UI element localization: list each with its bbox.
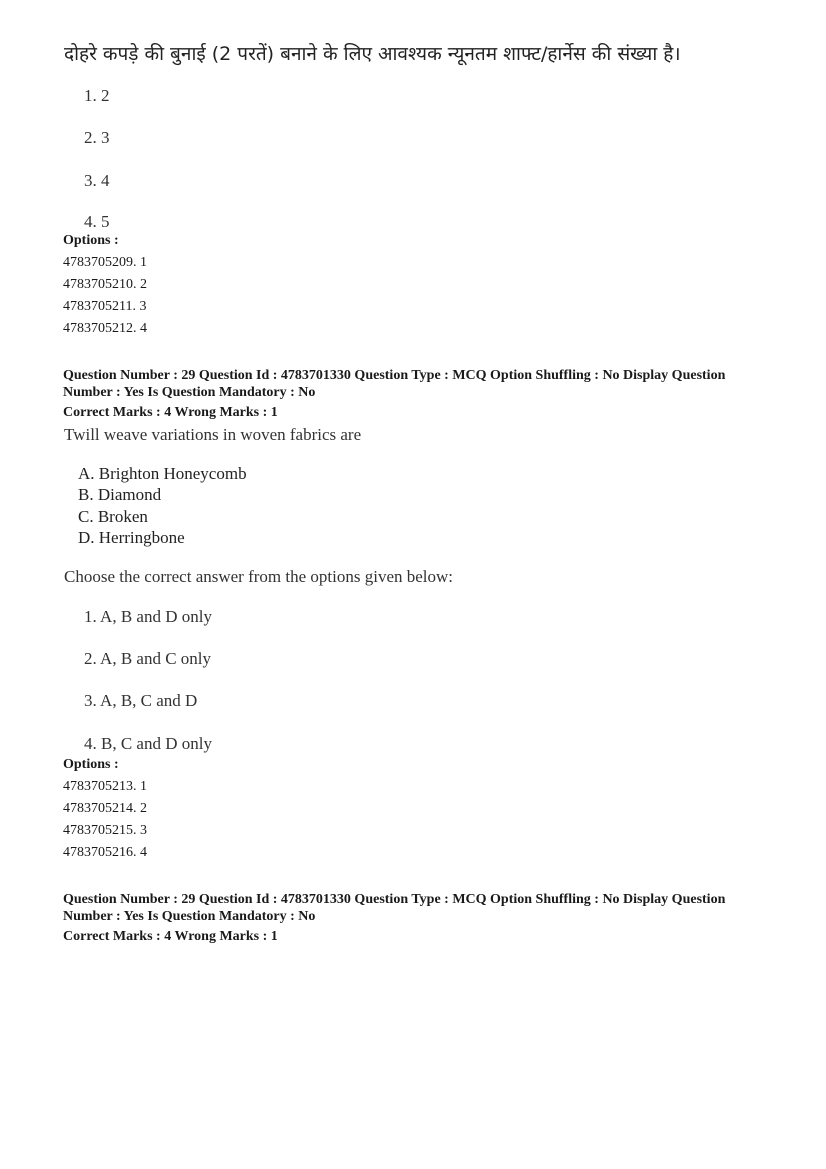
option-id-4: 4783705216. 4 bbox=[63, 845, 147, 860]
image-option-2: 2. 3 bbox=[84, 128, 110, 147]
option-id-1: 4783705209. 1 bbox=[63, 255, 147, 270]
question-header-line1: Question Number : 29 Question Id : 4783701330 Question Type : MCQ Option Shuffling : No Display Question bbox=[63, 892, 726, 907]
question-header-line1: Question Number : 29 Question Id : 4783701330 Question Type : MCQ Option Shuffling : No Display Question bbox=[63, 368, 726, 383]
question-header-line2: Number : Yes Is Question Mandatory : No bbox=[63, 385, 316, 400]
image-option-1: 1. A, B and D only bbox=[84, 607, 212, 626]
image-option-4: 4. 5 bbox=[84, 212, 110, 231]
image-option-3: 3. A, B, C and D bbox=[84, 691, 198, 710]
question-marks: Correct Marks : 4 Wrong Marks : 1 bbox=[63, 929, 278, 944]
statement-d: D. Herringbone bbox=[78, 528, 185, 547]
option-id-2: 4783705214. 2 bbox=[63, 801, 147, 816]
statement-a: A. Brighton Honeycomb bbox=[78, 464, 247, 483]
options-label: Options : bbox=[63, 757, 119, 772]
option-id-3: 4783705211. 3 bbox=[63, 299, 147, 314]
instruction-text: Choose the correct answer from the options given below: bbox=[64, 567, 454, 586]
statement-b: B. Diamond bbox=[78, 485, 162, 504]
image-option-1: 1. 2 bbox=[84, 86, 110, 105]
option-id-3: 4783705215. 3 bbox=[63, 823, 147, 838]
statement-c: C. Broken bbox=[78, 507, 148, 526]
options-label: Options : bbox=[63, 233, 119, 248]
question-text-hindi: दोहरे कपड़े की बुनाई (2 परतें) बनाने के लिए आवश्यक न्यूनतम शाफ्ट/हार्नेस की संख्या है। bbox=[64, 43, 681, 65]
question-header-line2: Number : Yes Is Question Mandatory : No bbox=[63, 909, 316, 924]
image-option-3: 3. 4 bbox=[84, 171, 110, 190]
option-id-4: 4783705212. 4 bbox=[63, 321, 147, 336]
option-id-2: 4783705210. 2 bbox=[63, 277, 147, 292]
image-option-4: 4. B, C and D only bbox=[84, 734, 212, 753]
question-marks: Correct Marks : 4 Wrong Marks : 1 bbox=[63, 405, 278, 420]
option-id-1: 4783705213. 1 bbox=[63, 779, 147, 794]
question-text: Twill weave variations in woven fabrics are bbox=[64, 425, 362, 444]
image-option-2: 2. A, B and C only bbox=[84, 649, 212, 668]
